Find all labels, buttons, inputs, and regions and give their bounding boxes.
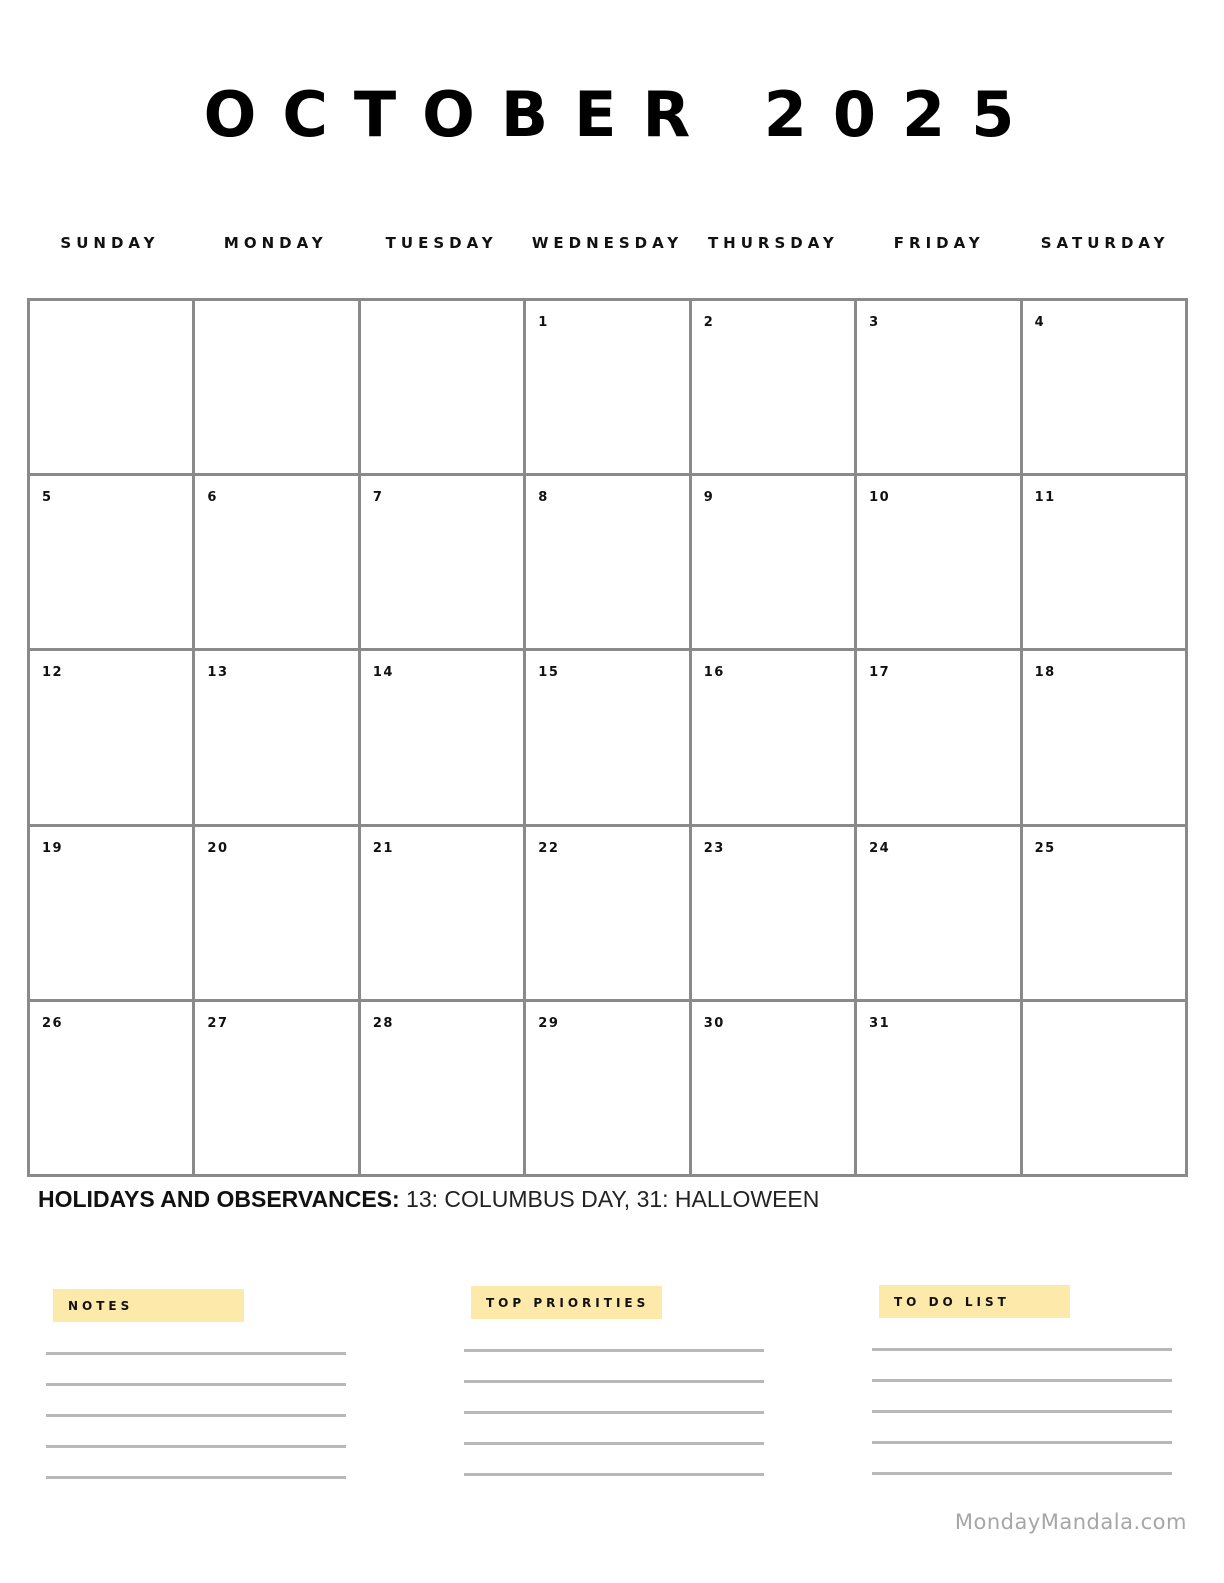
weekday-friday: FRIDAY bbox=[893, 234, 985, 252]
day-number: 24 bbox=[869, 840, 891, 856]
top-priorities-lines bbox=[464, 1349, 764, 1476]
day-cell[interactable] bbox=[692, 301, 857, 476]
day-cell[interactable] bbox=[526, 827, 691, 1002]
day-cell[interactable] bbox=[195, 1002, 360, 1177]
day-number: 28 bbox=[372, 1015, 394, 1031]
day-number: 31 bbox=[869, 1015, 891, 1031]
day-cell[interactable] bbox=[361, 1002, 526, 1177]
day-number: 7 bbox=[372, 490, 384, 506]
day-cell[interactable] bbox=[857, 476, 1022, 651]
holidays-value: 13: COLUMBUS DAY, 31: HALLOWEEN bbox=[399, 1186, 820, 1212]
day-cell[interactable] bbox=[857, 827, 1022, 1002]
day-number: 21 bbox=[372, 840, 394, 856]
day-cell[interactable] bbox=[361, 301, 526, 476]
day-number: 9 bbox=[703, 490, 715, 506]
day-cell[interactable] bbox=[857, 651, 1022, 826]
day-number: 20 bbox=[207, 840, 229, 856]
day-cell[interactable] bbox=[526, 301, 691, 476]
day-cell[interactable] bbox=[526, 651, 691, 826]
ruled-line bbox=[872, 1441, 1172, 1444]
weekday-monday: MONDAY bbox=[223, 234, 328, 252]
day-cell[interactable] bbox=[692, 651, 857, 826]
ruled-line bbox=[872, 1348, 1172, 1351]
day-number: 3 bbox=[869, 315, 880, 330]
weekday-saturday: SATURDAY bbox=[1040, 234, 1170, 252]
ruled-line bbox=[872, 1379, 1172, 1382]
holidays-label: HOLIDAYS AND OBSERVANCES: bbox=[38, 1186, 400, 1212]
ruled-line bbox=[464, 1442, 764, 1445]
day-cell[interactable] bbox=[692, 827, 857, 1002]
day-cell[interactable] bbox=[857, 1002, 1022, 1177]
ruled-line bbox=[46, 1383, 346, 1386]
calendar-grid bbox=[27, 298, 1188, 1177]
top-priorities-label: TOP PRIORITIES bbox=[471, 1286, 662, 1319]
ruled-line bbox=[464, 1473, 764, 1476]
day-number: 14 bbox=[372, 665, 394, 681]
day-cell[interactable] bbox=[526, 476, 691, 651]
day-number: 18 bbox=[1034, 665, 1056, 681]
day-number: 16 bbox=[703, 665, 725, 681]
ruled-line bbox=[46, 1476, 346, 1479]
day-cell[interactable] bbox=[30, 301, 195, 476]
day-cell[interactable] bbox=[30, 476, 195, 651]
day-cell[interactable] bbox=[195, 476, 360, 651]
day-cell[interactable] bbox=[526, 1002, 691, 1177]
watermark: MondayMandala.com bbox=[954, 1510, 1187, 1534]
day-number: 27 bbox=[207, 1015, 229, 1031]
to-do-list-label: TO DO LIST bbox=[879, 1285, 1070, 1318]
holidays-line bbox=[38, 1186, 819, 1213]
day-number: 29 bbox=[538, 1015, 560, 1031]
weekday-tuesday: TUESDAY bbox=[385, 234, 498, 252]
day-number: 5 bbox=[42, 490, 53, 506]
notes-section bbox=[46, 1289, 346, 1507]
ruled-line bbox=[46, 1445, 346, 1448]
day-number: 2 bbox=[703, 315, 715, 330]
calendar-title: OCTOBER 2025 bbox=[203, 78, 1041, 151]
day-number: 6 bbox=[207, 490, 218, 506]
day-number: 17 bbox=[869, 665, 891, 681]
day-cell[interactable] bbox=[30, 1002, 195, 1177]
ruled-line bbox=[46, 1352, 346, 1355]
day-number: 1 bbox=[538, 315, 549, 330]
to-do-list-section bbox=[872, 1285, 1172, 1503]
top-priorities-section bbox=[464, 1286, 764, 1504]
day-number: 22 bbox=[538, 840, 560, 856]
ruled-line bbox=[872, 1472, 1172, 1475]
day-number: 26 bbox=[42, 1015, 64, 1031]
day-cell[interactable] bbox=[195, 651, 360, 826]
day-number: 25 bbox=[1034, 840, 1056, 856]
weekday-thursday: THURSDAY bbox=[707, 234, 839, 252]
day-cell[interactable] bbox=[361, 476, 526, 651]
day-cell[interactable] bbox=[30, 827, 195, 1002]
day-number: 13 bbox=[207, 665, 229, 681]
day-number: 23 bbox=[703, 840, 725, 856]
day-number: 4 bbox=[1034, 315, 1046, 330]
ruled-line bbox=[464, 1411, 764, 1414]
ruled-line bbox=[46, 1414, 346, 1417]
day-cell[interactable] bbox=[1023, 827, 1188, 1002]
day-number: 30 bbox=[703, 1015, 725, 1031]
day-cell[interactable] bbox=[195, 301, 360, 476]
day-cell[interactable] bbox=[30, 651, 195, 826]
weekday-wednesday: WEDNESDAY bbox=[531, 234, 684, 252]
day-cell[interactable] bbox=[361, 827, 526, 1002]
day-number: 15 bbox=[538, 665, 560, 681]
day-cell[interactable] bbox=[692, 476, 857, 651]
day-number: 11 bbox=[1034, 490, 1056, 506]
day-cell[interactable] bbox=[1023, 476, 1188, 651]
day-cell[interactable] bbox=[692, 1002, 857, 1177]
weekday-sunday: SUNDAY bbox=[60, 234, 160, 252]
day-number: 10 bbox=[869, 490, 891, 506]
day-cell[interactable] bbox=[1023, 1002, 1188, 1177]
weekday-header bbox=[27, 234, 1188, 252]
to-do-list-lines bbox=[872, 1348, 1172, 1475]
day-number: 8 bbox=[538, 490, 549, 506]
day-number: 12 bbox=[42, 665, 64, 681]
day-cell[interactable] bbox=[857, 301, 1022, 476]
day-cell[interactable] bbox=[1023, 301, 1188, 476]
ruled-line bbox=[872, 1410, 1172, 1413]
day-cell[interactable] bbox=[1023, 651, 1188, 826]
day-cell[interactable] bbox=[361, 651, 526, 826]
notes-lines bbox=[46, 1352, 346, 1479]
day-number: 19 bbox=[42, 840, 64, 856]
ruled-line bbox=[464, 1380, 764, 1383]
day-cell[interactable] bbox=[195, 827, 360, 1002]
ruled-line bbox=[464, 1349, 764, 1352]
notes-label: NOTES bbox=[53, 1289, 244, 1322]
